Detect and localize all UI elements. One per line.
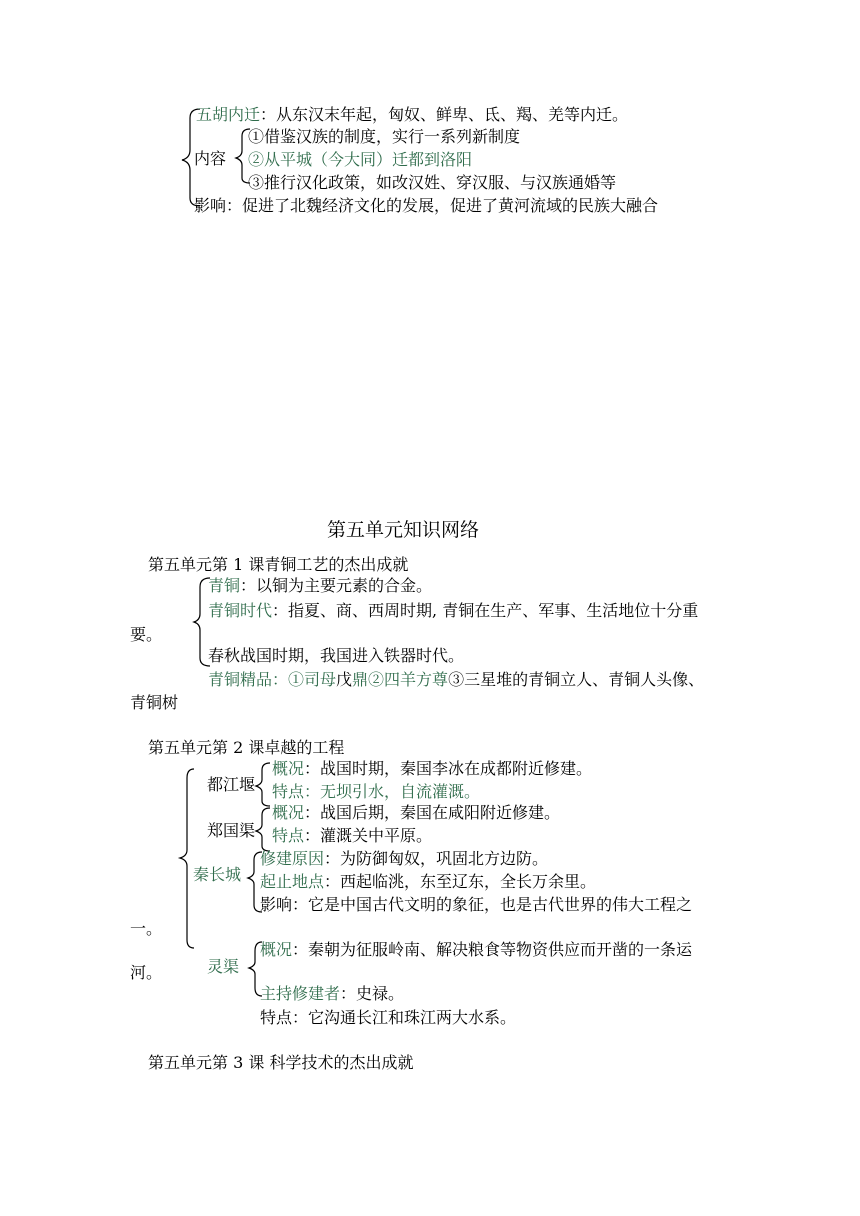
zhengguoqu-name: 郑国渠: [207, 821, 256, 840]
zhengguoqu-feature: [272, 825, 432, 847]
lingqu-overview: [260, 939, 692, 961]
content-label: 内容: [194, 149, 227, 168]
dujiangyan-overview: [272, 758, 592, 780]
bronze-age-wrap: 要。: [130, 625, 163, 644]
zhengguoqu-feature-text: ：灌溉关中平原。: [304, 826, 433, 845]
lingqu-name: 灵渠: [207, 957, 240, 976]
greatwall-influence: 影响：它是中国古代文明的象征，也是古代世界的伟大工程之: [260, 895, 693, 914]
lingqu-overview-label: 概况: [260, 940, 293, 959]
lesson3-heading: 第五单元第 3 课 科学技术的杰出成就: [148, 1053, 414, 1072]
greatwall-reason: [260, 848, 548, 870]
bronze-label: 青铜: [208, 576, 241, 595]
content-item-1: ①借鉴汉族的制度，实行一系列新制度: [248, 127, 521, 146]
dujiangyan-brace: [256, 763, 270, 806]
greatwall-range: [260, 871, 596, 893]
masterpieces-b: 戊: [336, 670, 353, 689]
lingqu-builder-text: ：史禄。: [340, 984, 405, 1003]
lingqu-builder: [260, 983, 404, 1005]
lesson2-heading: 第五单元第 2 课卓越的工程: [148, 738, 345, 757]
influence-line: 影响：促进了北魏经济文化的发展，促进了黄河流域的民族大融合: [194, 196, 659, 215]
wuhu-text: ：从东汉末年起，匈奴、鲜卑、氐、羯、羌等内迁。: [260, 105, 629, 124]
content-item-2: ②从平城（今大同）迁都到洛阳: [248, 150, 473, 169]
greatwall-influence-wrap: 一。: [130, 919, 163, 938]
content-item-3: ③推行汉化政策，如改汉姓、穿汉服、与汉族通婚等: [248, 173, 617, 192]
dujiangyan-feature-text: 无坝引水，自流灌溉。: [320, 782, 481, 801]
zhengguoqu-overview: [272, 802, 560, 824]
masterpieces-d: ③三星堆的青铜立人、青铜人头像、: [448, 670, 705, 689]
greatwall-reason-label: 修建原因: [260, 849, 325, 868]
zhengguoqu-feature-label: 特点: [272, 826, 305, 845]
lesson1-heading: 第五单元第 1 课青铜工艺的杰出成就: [148, 555, 409, 574]
dujiangyan-overview-text: ：战国时期，秦国李冰在成都附近修建。: [304, 759, 593, 778]
greatwall-name: 秦长城: [193, 865, 242, 884]
masterpieces-label: 青铜精品：: [208, 670, 289, 689]
lingqu-overview-wrap: 河。: [130, 963, 163, 982]
zhengguoqu-brace: [256, 808, 270, 851]
unit-title: 第五单元知识网络: [327, 519, 480, 541]
zhengguoqu-overview-label: 概况: [272, 803, 305, 822]
bronze-text: ：以铜为主要元素的合金。: [240, 576, 433, 595]
bronze-age-label: 青铜时代: [208, 601, 273, 620]
iron-age-line: 春秋战国时期，我国进入铁器时代。: [208, 646, 465, 665]
lingqu-feature: 特点：它沟通长江和珠江两大水系。: [260, 1008, 517, 1027]
dujiangyan-feature-label: 特点：: [272, 782, 321, 801]
lingqu-builder-label: 主持修建者: [260, 984, 341, 1003]
masterpieces-c: 鼎②四羊方尊: [352, 670, 449, 689]
masterpieces-wrap: 青铜树: [130, 693, 179, 712]
greatwall-range-text: ：西起临洮，东至辽东，全长万余里。: [324, 872, 597, 891]
greatwall-reason-text: ：为防御匈奴，巩固北方边防。: [324, 849, 549, 868]
greatwall-range-label: 起止地点: [260, 872, 325, 891]
dujiangyan-feature: [272, 781, 480, 803]
bronze-age-text: ：指夏、商、西周时期, 青铜在生产、军事、生活地位十分重: [272, 601, 699, 620]
dujiangyan-overview-label: 概况: [272, 759, 305, 778]
dujiangyan-name: 都江堰: [207, 775, 256, 794]
lesson2-main-brace: [180, 769, 194, 948]
zhengguoqu-overview-text: ：战国后期，秦国在咸阳附近修建。: [304, 803, 561, 822]
masterpieces-a: ①司母: [288, 670, 337, 689]
wuhu-label: 五胡内迁: [196, 105, 261, 124]
lingqu-overview-text: ：秦朝为征服岭南、解决粮食等物资供应而开凿的一条运: [292, 940, 693, 959]
